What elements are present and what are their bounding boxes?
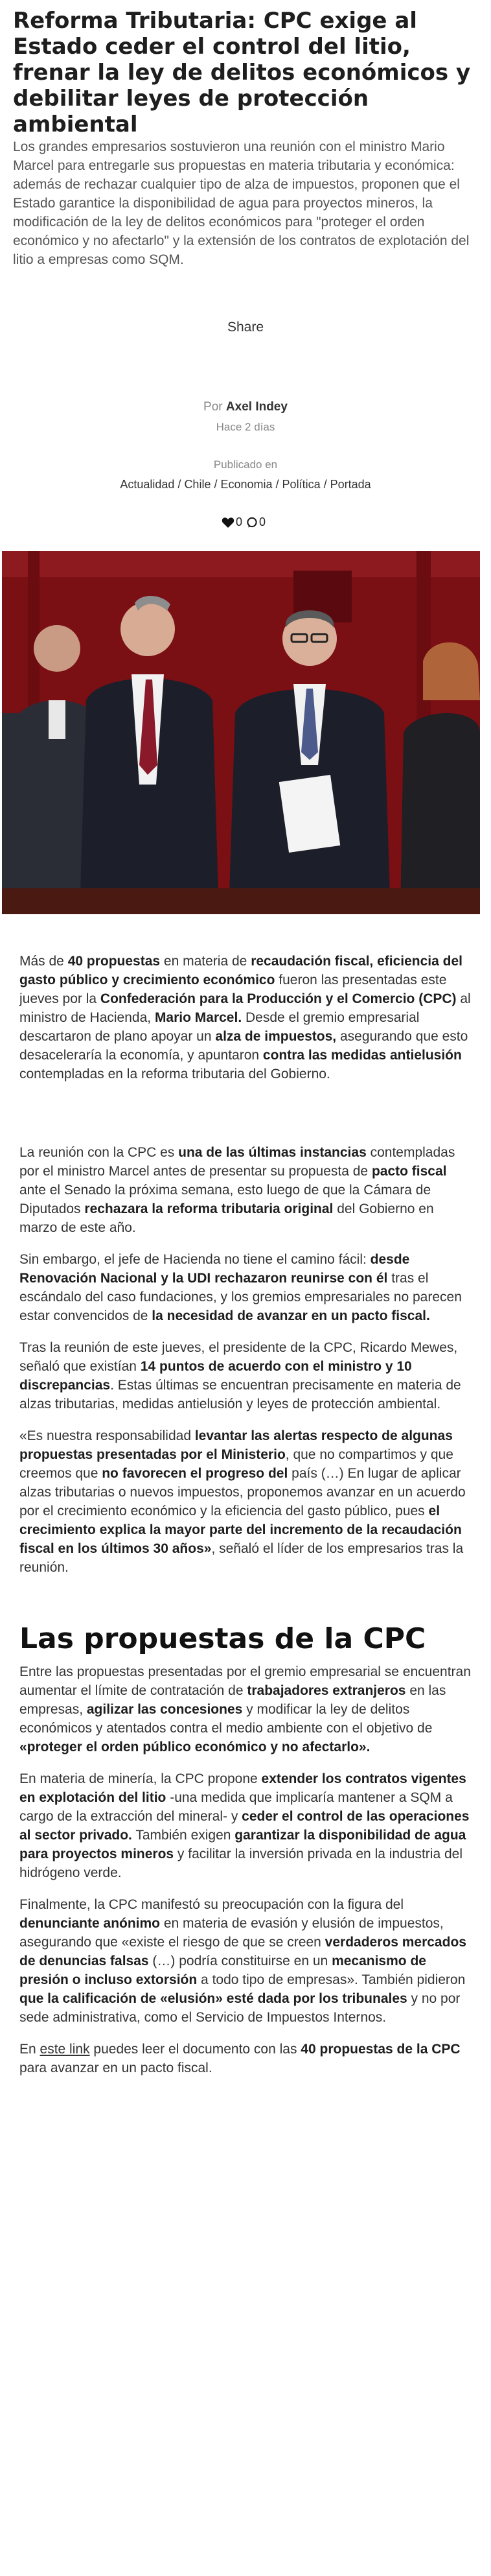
bold-text: una de las últimas instancias [178, 1145, 367, 1160]
bold-text: mecanismo de presión o incluso extorsión [19, 1954, 426, 1987]
bold-text: que la calificación de «elusión» esté dada por los tribunales [19, 1991, 407, 2006]
text-run: y no por sede administrativa, como el Servicio de Impuestos Internos. [19, 1991, 461, 2025]
bold-text: trabajadores extranjeros [247, 1683, 406, 1698]
heart-icon[interactable] [222, 517, 234, 528]
bold-text: rechazara la reforma tributaria original [84, 1201, 334, 1216]
bold-text: denunciante anónimo [19, 1916, 161, 1931]
category-separator: / [211, 478, 221, 491]
text-run: al ministro de Hacienda, [19, 991, 471, 1025]
text-run: También exigen [131, 1828, 235, 1843]
text-run: fueron las presentadas este jueves por la [19, 973, 447, 1006]
bold-text: 14 puntos de acuerdo con el ministro y 10 discrepancias [19, 1359, 412, 1393]
text-run: , señaló el líder de los empresarios tras la reunión. [19, 1541, 464, 1575]
text-run: para avanzar en un pacto fiscal. [19, 2061, 212, 2075]
text-run: Finalmente, la CPC manifestó su preocupación con la figura del [19, 1897, 404, 1912]
paragraph-3 [19, 1250, 473, 1325]
category-list [0, 478, 491, 491]
text-run: en las empresas, [19, 1683, 446, 1717]
time-ago: Hace 2 días [216, 421, 275, 433]
published-label: Publicado en [213, 458, 278, 471]
category-link[interactable]: Actualidad [120, 478, 175, 491]
bold-text: verdaderos mercados de denuncias falsas [19, 1935, 466, 1968]
text-run: Desde el gremio empresarial descartaron de plano apoyar un [19, 1010, 420, 1044]
author-line [0, 400, 491, 414]
bold-text: garantizar la disponibilidad de agua para proyectos mineros [19, 1828, 466, 1861]
text-run: Más de [19, 954, 68, 969]
text-run: tras el escándalo del caso fundaciones, y los gremios empresariales no parecen estar convencidos de [19, 1271, 462, 1323]
comment-icon[interactable] [246, 517, 258, 528]
article-title: Reforma Tributaria: CPC exige al Estado ceder el control del litio, frenar la ley de delitos económicos y debilitar leyes de protección ambiental [13, 8, 471, 137]
bold-text: contra las medidas antielusión [262, 1048, 462, 1063]
bold-text: «proteger el orden público económico y no afectarlo». [19, 1740, 371, 1755]
category-separator: / [272, 478, 282, 491]
paragraph-8 [19, 1895, 473, 2027]
bold-text: la necesidad de avanzar en un pacto fiscal. [152, 1308, 430, 1323]
text-run: asegurando que esto desaceleraría la economía, y apuntaron [19, 1029, 468, 1063]
article-photo [2, 551, 480, 914]
bold-text: ceder el control de las operaciones al sector privado. [19, 1809, 470, 1843]
paragraph-1 [19, 952, 473, 1083]
like-count: 0 [235, 515, 242, 528]
category-link[interactable]: Política [282, 478, 321, 491]
paragraph-6 [19, 1662, 473, 1756]
text-run: en materia de evasión y elusión de impuestos, asegurando que «existe el riesgo de que se creen [19, 1916, 444, 1950]
bold-text: el crecimiento explica la mayor parte del incremento de la recaudación fiscal en los últimos 30 años» [19, 1504, 462, 1556]
text-run: del Gobierno en marzo de este año. [19, 1201, 434, 1235]
category-separator: / [320, 478, 330, 491]
text-run: (…) podría constituirse en un [148, 1954, 332, 1968]
text-run: contempladas por el ministro Marcel antes de presentar su propuesta de [19, 1145, 455, 1179]
text-run: Tras la reunión de este jueves, el presidente de la CPC, Ricardo Mewes, señaló que existían [19, 1340, 458, 1374]
author-name[interactable]: Axel Indey [225, 400, 288, 414]
paragraph-2 [19, 1143, 473, 1237]
document-link[interactable]: este link [40, 2042, 90, 2057]
share-button[interactable]: Share [227, 320, 264, 335]
by-label: Por [203, 400, 223, 414]
text-run: La reunión con la CPC es [19, 1145, 179, 1160]
bold-text: 40 propuestas [67, 954, 161, 969]
text-run: y facilitar la inversión privada en la industria del hidrógeno verde. [19, 1847, 462, 1880]
text-run: En materia de minería, la CPC propone [19, 1771, 262, 1786]
photo-businessmen-ministry-icon [2, 551, 480, 914]
section-heading: Las propuestas de la CPC [19, 1622, 426, 1655]
bold-text: levantar las alertas respecto de algunas propuestas presentadas por el Ministerio [19, 1428, 453, 1462]
bold-text: recaudación fiscal, eficiencia del gasto público y crecimiento económico [19, 954, 462, 987]
text-run: «Es nuestra responsabilidad [19, 1428, 195, 1443]
bold-text: no favorecen el progreso del [102, 1466, 288, 1481]
text-run: contempladas en la reforma tributaria del Gobierno. [19, 1067, 330, 1081]
text-run: y modificar la ley de delitos económicos y atentados contra el medio ambiente con el objetivo de [19, 1702, 433, 1736]
bold-text: Mario Marcel. [154, 1010, 242, 1025]
article-summary: Los grandes empresarios sostuvieron una reunión con el ministro Mario Marcel para entregarle sus propuestas en materia tributaria y económica: además de rechazar cualquier tipo de alza de impuestos, proponen que el Estado garantice la disponibilidad de agua para proyectos mineros, la modificación de la ley de delitos económicos para "proteger el orden económico y no afectarlo" y la extensión de los contratos de explotación del litio a empresas como SQM. [13, 139, 470, 267]
paragraph-7 [19, 1769, 473, 1882]
bold-text: extender los contratos vigentes en explotación del litio [19, 1771, 466, 1805]
text-run: -una medida que implicaría mantener a SQM a cargo de la extracción del mineral- y [19, 1790, 453, 1824]
paragraph-5 [19, 1426, 473, 1577]
bold-text: agilizar las concesiones [86, 1702, 243, 1717]
category-link[interactable]: Portada [330, 478, 371, 491]
comment-count: 0 [259, 515, 266, 528]
bold-text: alza de impuestos, [215, 1029, 337, 1044]
paragraph-4 [19, 1338, 473, 1413]
bold-text: 40 propuestas de la CPC [301, 2042, 461, 2057]
text-run: Entre las propuestas presentadas por el gremio empresarial se encuentran aumentar el límite de contratación de [19, 1664, 471, 1698]
text-run: país (…) En lugar de aplicar alzas tributarias o nuevos impuestos, proponemos avanzar en un acuerdo por el crecimiento económico y la eficiencia del gasto público, pues [19, 1466, 466, 1518]
text-run: , que no compartimos y que creemos que [19, 1447, 453, 1481]
category-separator: / [174, 478, 185, 491]
bold-text: Confederación para la Producción y el Comercio (CPC) [100, 991, 457, 1006]
paragraph-9 [19, 2040, 473, 2077]
bold-text: pacto fiscal [371, 1164, 447, 1179]
category-link[interactable]: Economia [220, 478, 273, 491]
text-run: En [19, 2042, 40, 2057]
reactions-bar [0, 515, 491, 529]
text-run: en materia de [160, 954, 251, 969]
text-run: Sin embargo, el jefe de Hacienda no tiene el camino fácil: [19, 1252, 371, 1267]
text-run: . Estas últimas se encuentran precisamente en materia de alzas tributarias, medidas antielusión y leyes de protección ambiental. [19, 1378, 461, 1412]
text-run: puedes leer el documento con las [89, 2042, 301, 2057]
category-link[interactable]: Chile [184, 478, 211, 491]
text-run: a todo tipo de empresas». También pidieron [197, 1972, 466, 1987]
bold-text: desde Renovación Nacional y la UDI rechazaron reunirse con él [19, 1252, 410, 1286]
text-run: ante el Senado la próxima semana, esto luego de que la Cámara de Diputados [19, 1183, 431, 1216]
